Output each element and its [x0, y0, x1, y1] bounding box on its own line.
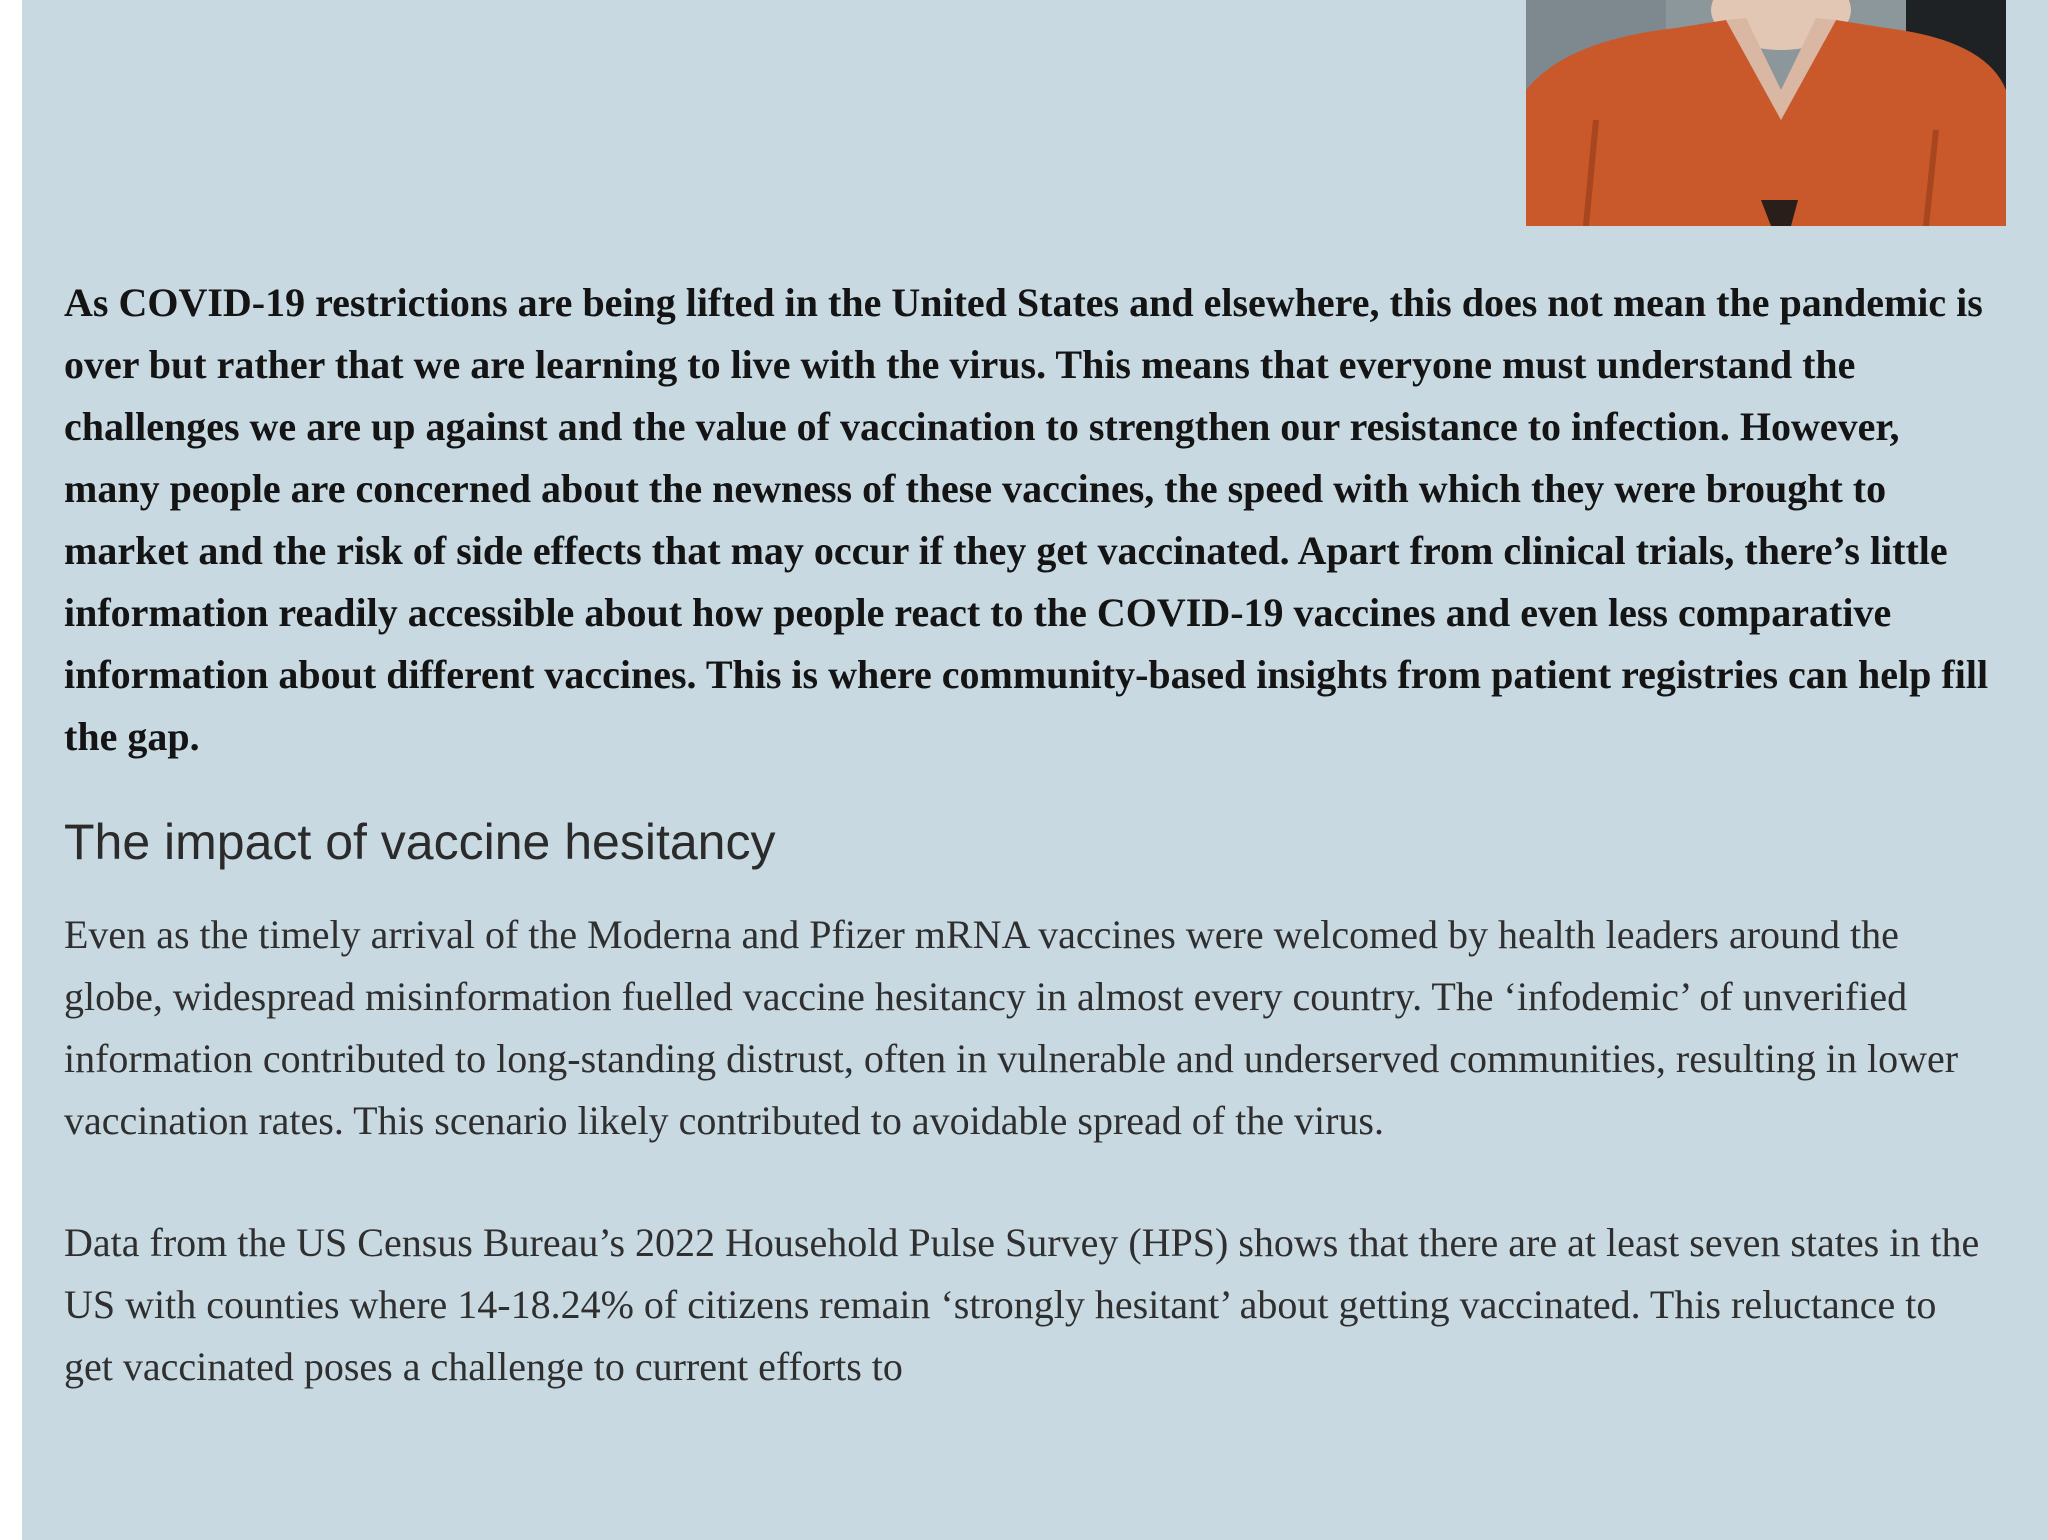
- author-photo-image: [1526, 0, 2006, 226]
- article-body: [64, 272, 1994, 1458]
- body-paragraph-1: Even as the timely arrival of the Moderna and Pfizer mRNA vaccines were welcomed by health leaders around the globe, widespread misinformation fuelled vaccine hesitancy in almost every country. The ‘infodemic’ of unverified information contributed to long-standing distrust, often in vulnerable and underserved communities, resulting in lower vaccination rates. This scenario likely contributed to avoidable spread of the virus.: [64, 912, 1959, 1143]
- section-heading: The impact of vaccine hesitancy: [64, 814, 776, 870]
- body-paragraph-2: Data from the US Census Bureau’s 2022 Household Pulse Survey (HPS) shows that there are at least seven states in the US with counties where 14-18.24% of citizens remain ‘strongly hesitant’ about getting vaccinated. This reluctance to get vaccinated poses a challenge to current efforts to: [64, 1220, 1980, 1389]
- lead-paragraph: As COVID-19 restrictions are being lifted in the United States and elsewhere, this does not mean the pandemic is over but rather that we are learning to live with the virus. This means that everyone must understand the challenges we are up against and the value of vaccination to strengthen our resistance to infection. However, many people are concerned about the newness of these vaccines, the speed with which they were brought to market and the risk of side effects that may occur if they get vaccinated. Apart from clinical trials, there’s little information readily accessible about how people react to the COVID-19 vaccines and even less comparative information about different vaccines. This is where community-based insights from patient registries can help fill the gap.: [64, 280, 1989, 759]
- article-page: [22, 0, 2048, 1540]
- author-photo: [1526, 0, 2006, 226]
